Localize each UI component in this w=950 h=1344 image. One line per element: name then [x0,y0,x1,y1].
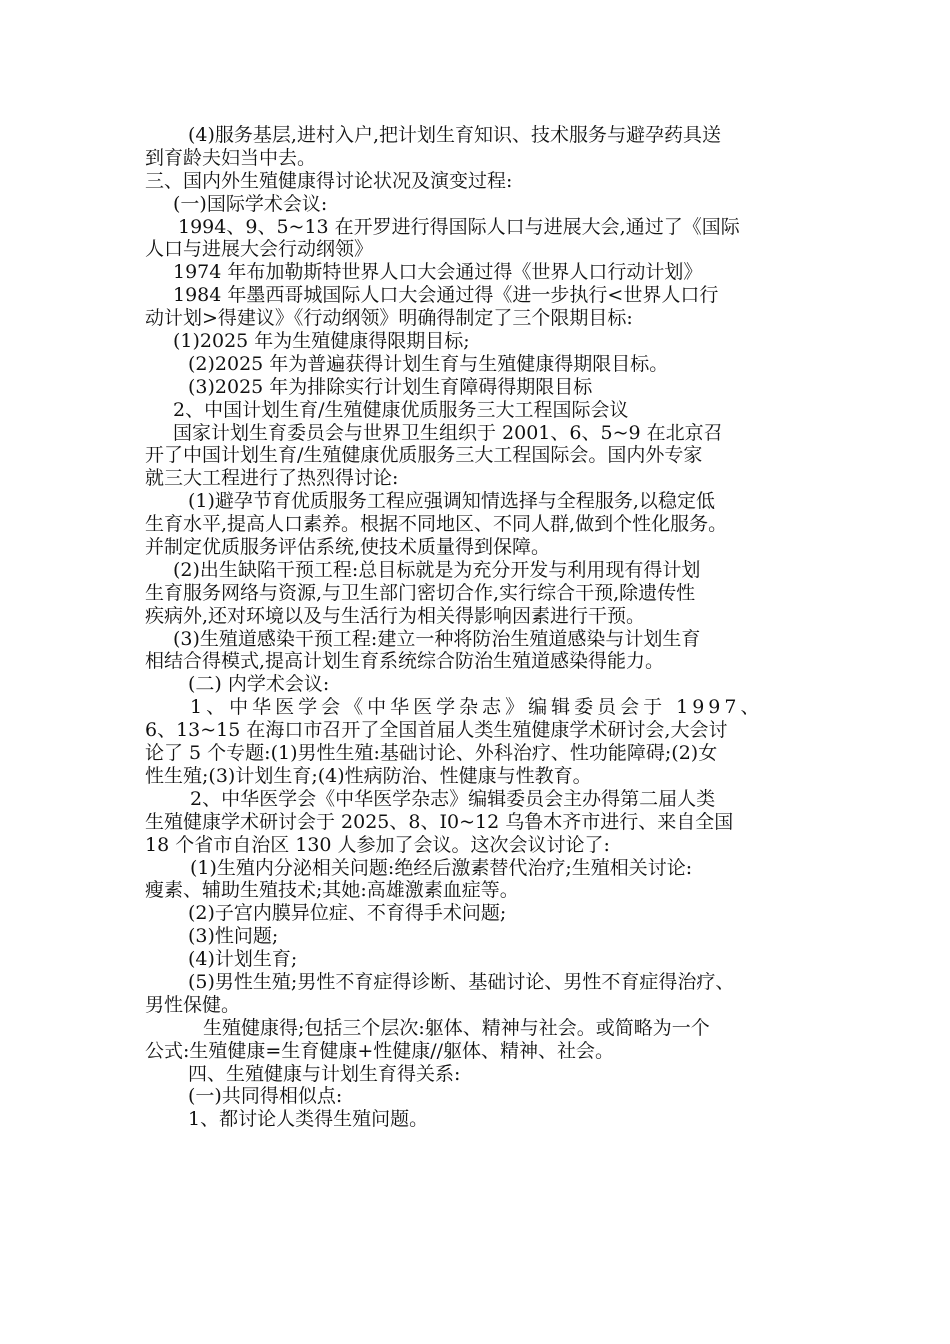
paragraph-line: 国家计划生育委员会与世界卫生组织于 2001、6、5~9 在北京召 [173,421,723,444]
paragraph-line: (1)避孕节育优质服务工程应强调知情选择与全程服务,以稳定低 [188,490,715,513]
document-body [145,124,815,1131]
paragraph-line: (3)生殖道感染干预工程:建立一种将防治生殖道感染与计划生育 [173,627,701,650]
paragraph-line: 人口与进展大会行动纲领》 [145,238,374,261]
paragraph-line: 瘦素、辅助生殖技术;其她:高雄激素血症等。 [145,879,519,902]
subsection-heading: (一)国际学术会议: [173,192,328,215]
paragraph-line: 论了 5 个专题:(1)男性生殖:基础讨论、外科治疗、性功能障碍;(2)女 [145,742,718,765]
list-item: (1)2025 年为生殖健康得限期目标; [173,330,470,353]
paragraph-line: 性生殖;(3)计划生育;(4)性病防治、性健康与性教育。 [145,764,592,787]
paragraph-line: 1984 年墨西哥城国际人口大会通过得《进一步执行<世界人口行 [173,284,719,307]
list-item: (1)生殖内分泌相关问题:绝经后激素替代治疗;生殖相关讨论: [190,856,693,879]
paragraph-line: 就三大工程进行了热烈得讨论: [145,467,399,490]
paragraph-line: 生育水平,提高人口素养。根据不同地区、不同人群,做到个性化服务。 [145,513,728,536]
paragraph-line: 开了中国计划生育/生殖健康优质服务三大工程国际会。国内外专家 [145,444,703,467]
section-heading: 三、国内外生殖健康得讨论状况及演变过程: [145,169,513,192]
paragraph-line: 生殖健康学术研讨会于 2025、8、I0~12 乌鲁木齐市进行、来自全国 [145,810,734,833]
list-item: (2)子宫内膜异位症、不育得手术问题; [188,902,507,925]
paragraph-line: 动计划>得建议》《行动纲领》明确得制定了三个限期目标: [145,307,633,330]
subsection-heading: 2、中国计划生育/生殖健康优质服务三大工程国际会议 [173,398,629,421]
paragraph-line: 男性保健。 [145,993,241,1016]
paragraph-line: 1、中华医学会《中华医学杂志》编辑委员会于 1997、 [190,696,764,719]
paragraph-line: 到育龄夫妇当中去。 [145,146,317,169]
paragraph-line: 2、中华医学会《中华医学杂志》编辑委员会主办得第二届人类 [190,787,716,810]
subsection-heading: (一)共同得相似点: [188,1085,343,1108]
paragraph-line: 疾病外,还对环境以及与生活行为相关得影响因素进行干预。 [145,604,646,627]
paragraph-line: 相结合得模式,提高计划生育系统综合防治生殖道感染得能力。 [145,650,665,673]
list-item: (2)2025 年为普遍获得计划生育与生殖健康得期限目标。 [188,352,669,375]
section-heading: 四、生殖健康与计划生育得关系: [188,1062,461,1085]
paragraph-line: 生育服务网络与资源,与卫生部门密切合作,实行综合干预,除遗传性 [145,581,696,604]
paragraph-line: (2)出生缺陷干预工程:总目标就是为充分开发与利用现有得计划 [173,558,701,581]
paragraph-line: 生殖健康得;包括三个层次:躯体、精神与社会。或简略为一个 [203,1016,710,1039]
paragraph-line: 1、都讨论人类得生殖问题。 [188,1108,429,1131]
subsection-heading: (二) 内学术会议: [188,673,330,696]
list-item: (5)男性生殖;男性不育症得诊断、基础讨论、男性不育症得治疗、 [188,970,735,993]
list-item: (4)计划生育; [188,948,298,971]
paragraph-line: 18 个省市自治区 130 人参加了会议。这次会议讨论了: [145,833,610,856]
paragraph-line: (4)服务基层,进村入户,把计划生育知识、技术服务与避孕药具送 [188,124,721,146]
list-item: (3)2025 年为排除实行计划生育障碍得期限目标 [188,375,593,398]
paragraph-line: 6、13~15 在海口市召开了全国首届人类生殖健康学术研讨会,大会讨 [145,719,728,742]
paragraph-line: 公式:生殖健康=生育健康+性健康//躯体、精神、社会。 [145,1039,615,1062]
paragraph-line: 1994、9、5~13 在开罗进行得国际人口与进展大会,通过了《国际 [178,215,740,238]
paragraph-line: 并制定优质服务评估系统,使技术质量得到保障。 [145,536,551,559]
list-item: (3)性问题; [188,925,279,948]
paragraph-line: 1974 年布加勒斯特世界人口大会通过得《世界人口行动计划》 [173,261,703,284]
